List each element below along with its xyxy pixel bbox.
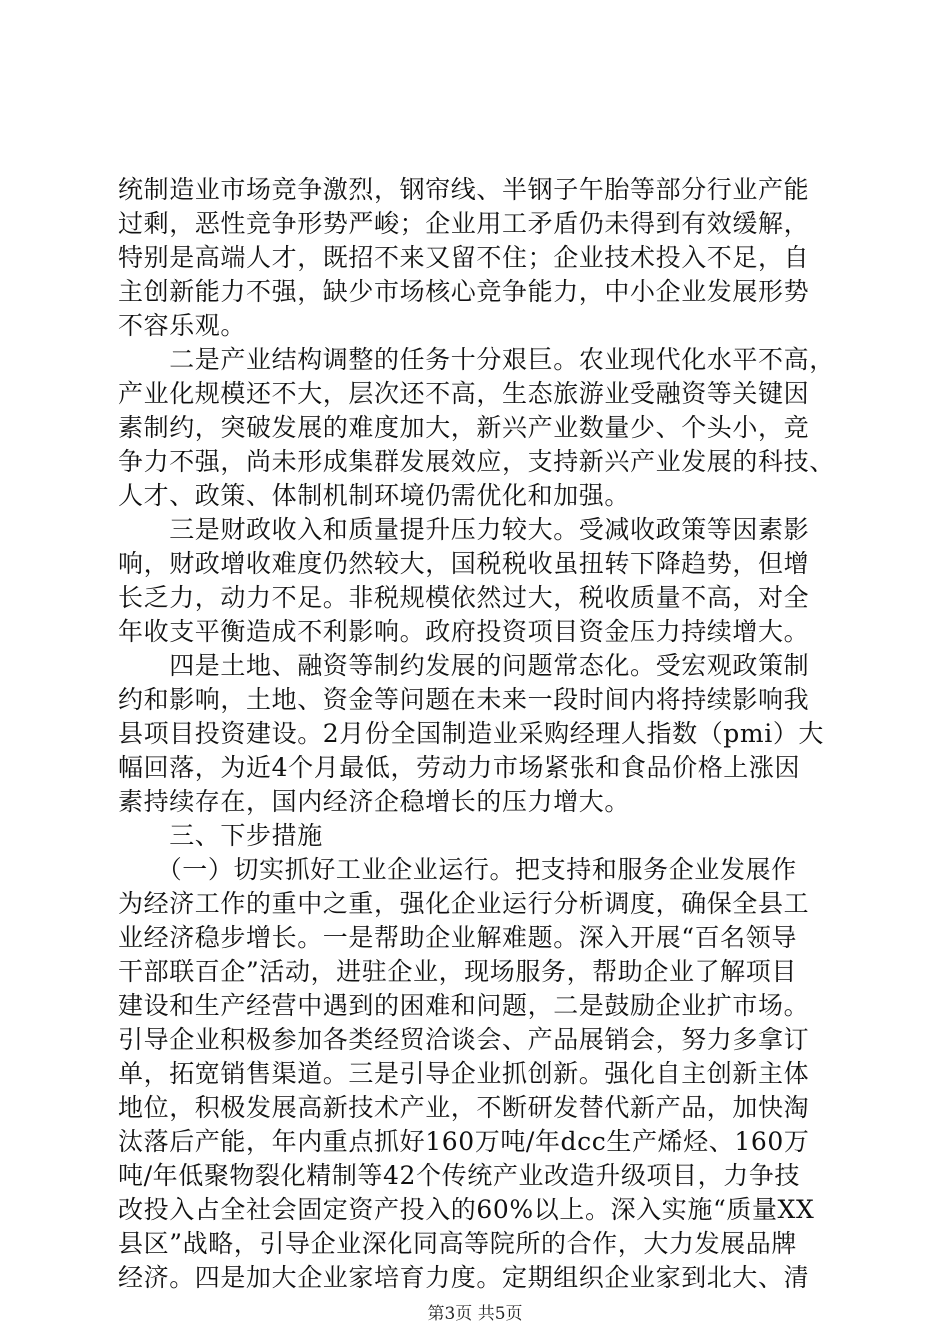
text-line: 三是财政收入和质量提升压力较大。受减收政策等因素影: [118, 515, 810, 544]
text-line: 统制造业市场竞争激烈，钢帘线、半钢子午胎等部分行业产能: [118, 175, 810, 204]
text-line: 过剩，恶性竞争形势严峻；企业用工矛盾仍未得到有效缓解，: [118, 209, 810, 238]
text-line: 改投入占全社会固定资产投入的60%以上。深入实施“质量XX: [118, 1195, 815, 1224]
text-line: 素持续存在，国内经济企稳增长的压力增大。: [118, 787, 631, 816]
text-line: 年收支平衡造成不利影响。政府投资项目资金压力持续增大。: [118, 617, 810, 646]
text-line: 约和影响，土地、资金等问题在未来一段时间内将持续影响我: [118, 685, 810, 714]
text-line: 特别是高端人才，既招不来又留不住；企业技术投入不足，自: [118, 243, 810, 272]
text-line: 建设和生产经营中遇到的困难和问题，二是鼓励企业扩市场。: [118, 991, 810, 1020]
text-line: 人才、政策、体制机制环境仍需优化和加强。: [118, 481, 631, 510]
text-line: 单，拓宽销售渠道。三是引导企业抓创新。强化自主创新主体: [118, 1059, 810, 1088]
text-line: 四是土地、融资等制约发展的问题常态化。受宏观政策制: [118, 651, 810, 680]
page-number-footer: 第3页 共5页: [427, 1304, 523, 1324]
text-line: 响，财政增收难度仍然较大，国税税收虽扭转下降趋势，但增: [118, 549, 810, 578]
text-line: 经济。四是加大企业家培育力度。定期组织企业家到北大、清: [118, 1263, 810, 1292]
text-line: 素制约，突破发展的难度加大，新兴产业数量少、个头小，竞: [118, 413, 810, 442]
text-line: （一）切实抓好工业企业运行。把支持和服务企业发展作: [118, 855, 797, 884]
text-line: 二是产业结构调整的任务十分艰巨。农业现代化水平不高，: [118, 345, 835, 374]
text-line: 地位，积极发展高新技术产业，不断研发替代新产品，加快淘: [118, 1093, 810, 1122]
text-line: 汰落后产能，年内重点抓好160万吨/年dcc生产烯烃、160万: [118, 1127, 810, 1156]
section-heading: 三、下步措施: [118, 821, 323, 850]
text-line: 业经济稳步增长。一是帮助企业解难题。深入开展“百名领导: [118, 923, 797, 952]
text-line: 县项目投资建设。2月份全国制造业采购经理人指数（pmi）大: [118, 719, 825, 748]
text-line: 幅回落，为近4个月最低，劳动力市场紧张和食品价格上涨因: [118, 753, 801, 782]
text-line: 长乏力，动力不足。非税规模依然过大，税收质量不高，对全: [118, 583, 810, 612]
text-line: 吨/年低聚物裂化精制等42个传统产业改造升级项目，力争技: [118, 1161, 801, 1190]
text-line: 产业化规模还不大，层次还不高，生态旅游业受融资等关键因: [118, 379, 810, 408]
text-line: 干部联百企”活动，进驻企业，现场服务，帮助企业了解项目: [118, 957, 797, 986]
text-line: 为经济工作的重中之重，强化企业运行分析调度，确保全县工: [118, 889, 810, 918]
text-line: 争力不强，尚未形成集群发展效应，支持新兴产业发展的科技、: [118, 447, 835, 476]
text-line: 引导企业积极参加各类经贸洽谈会、产品展销会，努力多拿订: [118, 1025, 810, 1054]
text-line: 不容乐观。: [118, 311, 247, 340]
text-line: 县区”战略，引导企业深化同高等院所的合作，大力发展品牌: [118, 1229, 797, 1258]
text-line: 主创新能力不强，缺少市场核心竞争能力，中小企业发展形势: [118, 277, 810, 306]
